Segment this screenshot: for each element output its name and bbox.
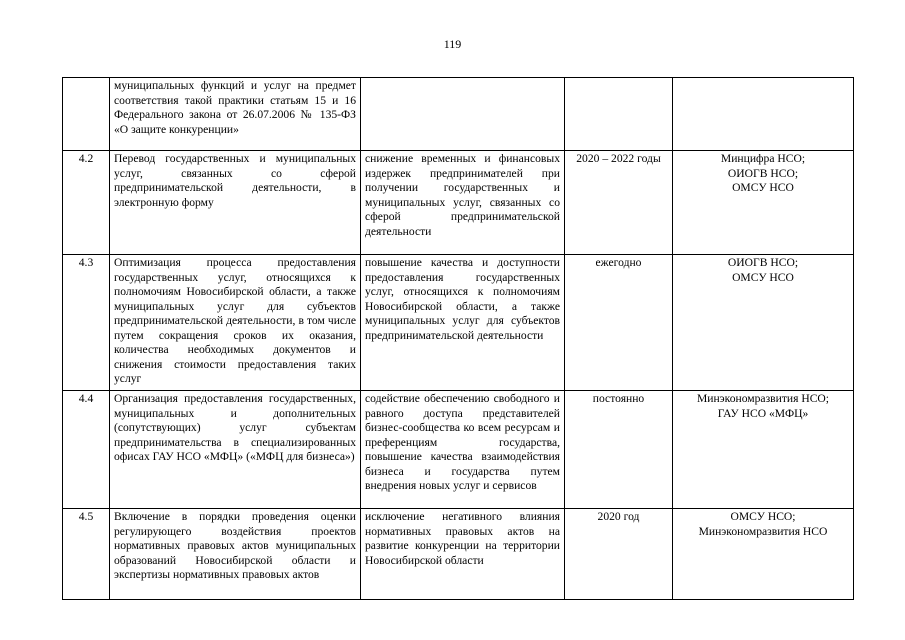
result-cell	[361, 78, 565, 151]
executor-line: Минцифра НСО;	[720, 152, 806, 165]
result-cell: исключение негативного влияния нормативных правовых актов на развитие конкуренции на территории Новосибирской области	[361, 509, 565, 600]
executor-line: Минэкономразвития НСО;	[696, 392, 830, 405]
executor-line: ОИОГВ НСО;	[727, 256, 799, 269]
executor-line: Минэкономразвития НСО	[698, 524, 828, 538]
term-cell: ежегодно	[565, 255, 673, 391]
measures-table	[62, 77, 854, 600]
term-cell	[565, 78, 673, 151]
table-row	[63, 509, 854, 600]
result-cell: повышение качества и доступности предоставления государственных услуг, относящихся к полномочиям Новосибирской области, а также муниципальных услуг для субъектов предпринимательской деятельности	[361, 255, 565, 391]
executors-cell	[673, 391, 854, 509]
result-cell: содействие обеспечению свободного и равного доступа представителей бизнес-сообщества ко всем ресурсам и преференциям государства, повышение качества взаимодействия бизнеса и государства путем внедрения новых услуг и сервисов	[361, 391, 565, 509]
table-row	[63, 391, 854, 509]
executor-line: ГАУ НСО «МФЦ»	[717, 406, 809, 420]
table-row	[63, 151, 854, 255]
executors-cell	[673, 255, 854, 391]
page-number: 119	[443, 37, 462, 51]
table-row	[63, 255, 854, 391]
executors-cell	[673, 78, 854, 151]
row-number: 4.4	[63, 391, 110, 509]
measure-cell: Включение в порядки проведения оценки регулирующего воздействия проектов нормативных правовых актов муниципальных образований Новосибирской области и экспертизы нормативных правовых актов	[110, 509, 361, 600]
table-row	[63, 78, 854, 151]
executors-cell	[673, 509, 854, 600]
executor-line: ОМСУ НСО;	[730, 510, 796, 523]
measure-cell: Организация предоставления государственных, муниципальных и дополнительных (сопутствующих) услуг субъектам предпринимательства в специализированных офисах ГАУ НСО «МФЦ» («МФЦ для бизнеса»)	[110, 391, 361, 509]
executor-line: ОМСУ НСО	[732, 270, 794, 284]
row-number	[63, 78, 110, 151]
result-cell: снижение временных и финансовых издержек предпринимателей при получении государственных и муниципальных услуг, связанных со сферой предпринимательской деятельности	[361, 151, 565, 255]
measure-cell: муниципальных функций и услуг на предмет соответствия такой практики статьям 15 и 16 Федерального закона от 26.07.2006 № 135-ФЗ «О защите конкуренции»	[110, 78, 361, 151]
executors-cell	[673, 151, 854, 255]
executor-line: ОМСУ НСО	[732, 181, 794, 194]
term-cell: постоянно	[565, 391, 673, 509]
measure-cell: Перевод государственных и муниципальных услуг, связанных со сферой предпринимательской деятельности, в электронную форму	[110, 151, 361, 255]
row-number: 4.5	[63, 509, 110, 600]
row-number: 4.3	[63, 255, 110, 391]
measure-cell: Оптимизация процесса предоставления государственных услуг, относящихся к полномочиям Новосибирской области, а также муниципальных услуг для субъектов предпринимательской деятельности, в том числе путем сокращения сроков их оказания, количества необходимых документов и снижения стоимости предоставления таких услуг	[110, 255, 361, 391]
executor-line: ОИОГВ НСО;	[727, 166, 799, 180]
term-cell: 2020 – 2022 годы	[565, 151, 673, 255]
row-number: 4.2	[63, 151, 110, 255]
term-cell: 2020 год	[565, 509, 673, 600]
